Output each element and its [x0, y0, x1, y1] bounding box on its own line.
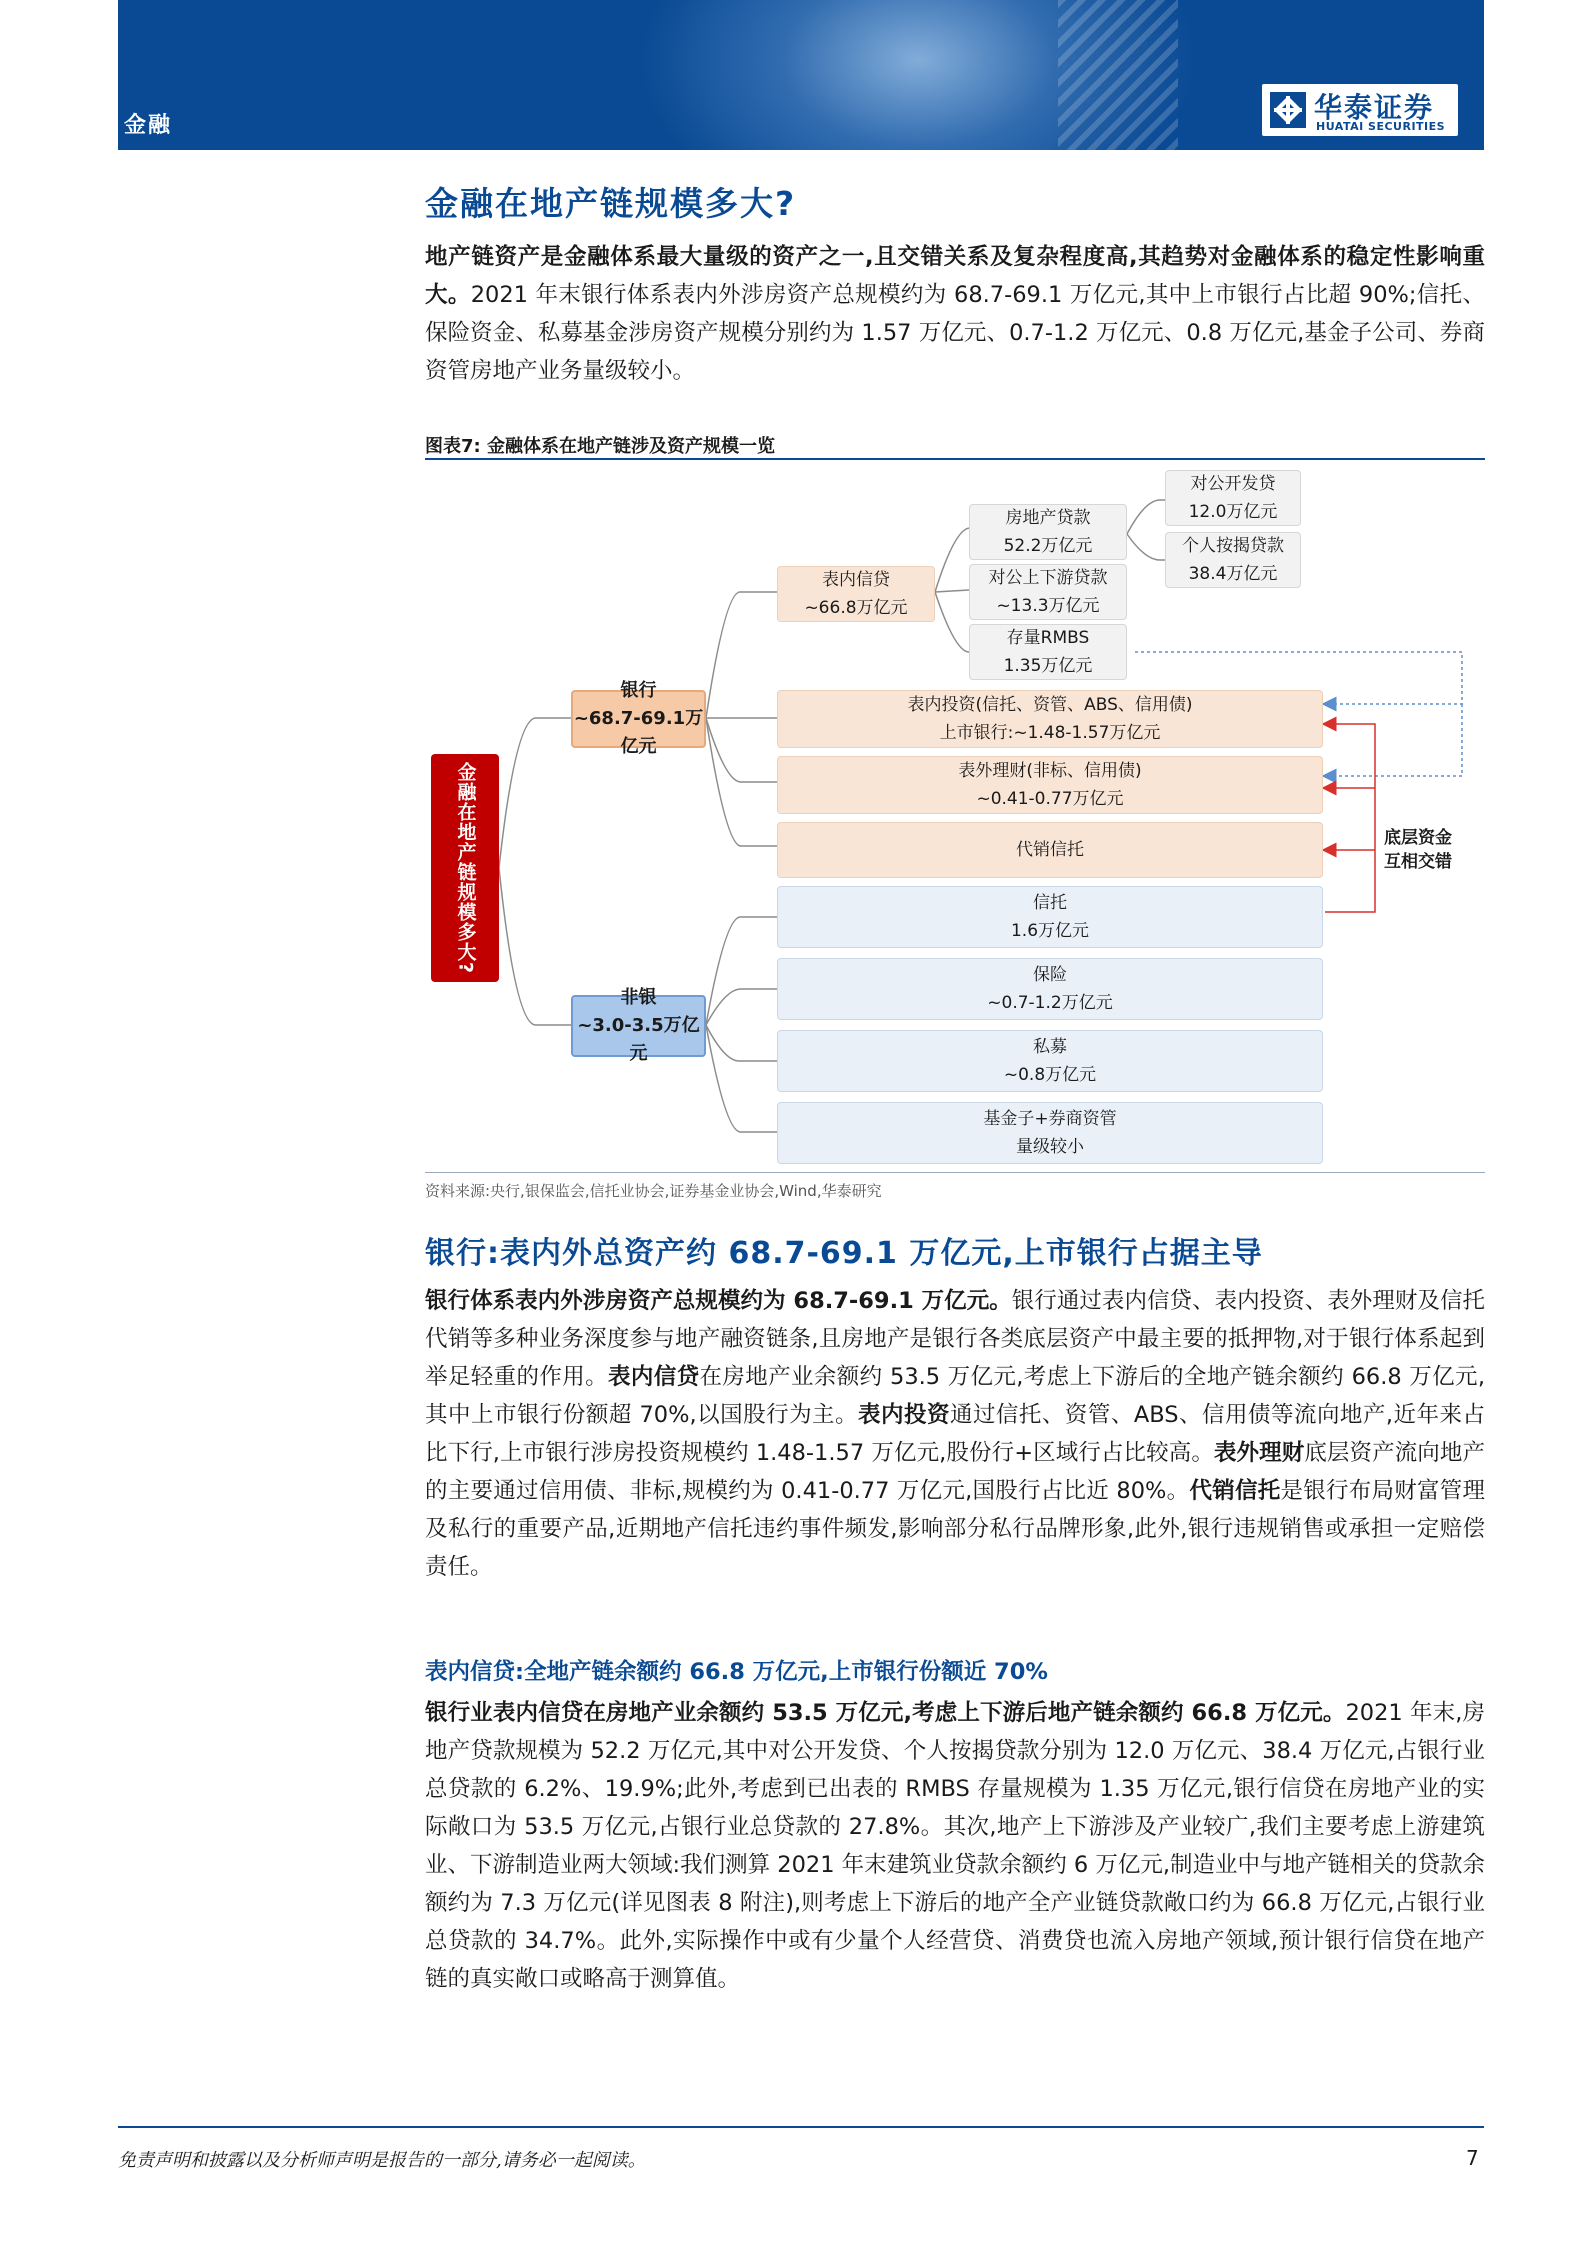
trust-node	[777, 886, 1323, 948]
bank-para-text-2: 在房地产业余额约 53.5 万亿元,考虑上下游后的全地产链余额约 66.8 万亿元,其中上市银行份额超 70%,以国股行为主。	[425, 1364, 1485, 1428]
updown-loans-node	[969, 564, 1127, 620]
intro-paragraph	[425, 238, 1485, 390]
pe-node	[777, 1030, 1323, 1092]
pe-name: 私募	[1033, 1037, 1067, 1057]
logo-english-text: HUATAI SECURITIES	[1316, 120, 1446, 133]
bank-para-text-3: 通过信托、资管、ABS、信用债等流向地产,近年来占比下行,上市银行涉房投资规模约 1.48-1.57 万亿元,股份行+区域行占比较高。	[425, 1402, 1485, 1466]
wealth-value: ~0.41-0.77万亿元	[976, 789, 1124, 809]
rmbs-name: 存量RMBS	[1006, 628, 1090, 648]
nonbank-node	[571, 987, 706, 1064]
credit-subsection-heading: 表内信贷:全地产链余额约 66.8 万亿元,上市银行份额近 70%	[425, 1659, 1048, 1685]
re-loans-name: 房地产贷款	[1005, 508, 1091, 528]
wealth-node	[777, 756, 1323, 814]
page-title: 金融在地产链规模多大?	[425, 184, 797, 223]
cross-funding-note-line2: 互相交错	[1384, 852, 1452, 872]
footer-rule	[118, 2126, 1484, 2128]
bank-para-bold-1: 银行体系表内外涉房资产总规模约为 68.7-69.1 万亿元。	[425, 1288, 1012, 1314]
nonbank-name: 非银	[620, 987, 657, 1008]
bank-paragraph	[425, 1282, 1485, 1586]
figure-source: 资料来源:央行,银保监会,信托业协会,证券基金业协会,Wind,华泰研究	[425, 1182, 882, 1200]
nonbank-value: ~3.0-3.5万亿元	[577, 1015, 700, 1064]
updown-loans-value: ~13.3万亿元	[996, 596, 1100, 616]
onbs-credit-node	[777, 566, 935, 622]
intro-text: 2021 年末银行体系表内外涉房资产总规模约为 68.7-69.1 万亿元,其中上市银行占比超 90%;信托、保险资金、私募基金涉房资产规模分别约为 1.57 万亿元、0.7-1.2 万亿元、0.8 万亿元,基金子公司、券商资管房地产业务量级较小。	[425, 282, 1485, 384]
huatai-logo-mark-icon	[1268, 90, 1308, 130]
credit-para-text: 2021 年末,房地产贷款规模为 52.2 万亿元,其中对公开发贷、个人按揭贷款分别为 12.0 万亿元、38.4 万亿元,占银行业总贷款的 6.2%、19.9%;此外,考虑到已出表的 RMBS 存量规模为 1.35 万亿元,银行信贷在房地产业的实际敞口为 53.5 万亿元,占银行业总贷款的 27.8%。其次,地产上下游涉及产业较广,我们主要考虑上游建筑业、下游制造业两大领域:我们测算 2021 年末建筑业贷款余额约 6 万亿元,制造业中与地产链相关的贷款余额约为 7.3 万亿元(详见图表 8 附注),则考虑上下游后的地产全产业链贷款敞口约为 66.8 万亿元,占银行业总贷款的 34.7%。此外,实际操作中或有少量个人经营贷、消费贷也流入房地产领域,预计银行信贷在地产链的真实敞口或略高于测算值。	[425, 1700, 1485, 1992]
bank-para-bold-2: 表内信贷	[608, 1364, 700, 1390]
mortgage-value: 38.4万亿元	[1188, 564, 1278, 584]
onbs-invest-value: 上市银行:~1.48-1.57万亿元	[939, 723, 1161, 743]
pe-value: ~0.8万亿元	[1003, 1065, 1097, 1085]
diagram-root-node: 金融在地产链规模多大?	[431, 754, 499, 982]
corp-dev-loans-name: 对公开发贷	[1190, 474, 1276, 494]
wealth-name: 表外理财(非标、信用债)	[958, 761, 1142, 781]
bank-name: 银行	[620, 680, 657, 701]
section-label: 金融	[124, 113, 173, 138]
header-stripes-decoration	[1058, 0, 1178, 150]
credit-para-bold: 银行业表内信贷在房地产业余额约 53.5 万亿元,考虑上下游后地产链余额约 66.8 万亿元。	[425, 1700, 1346, 1726]
bank-para-bold-5: 代销信托	[1189, 1478, 1281, 1504]
agency-trust-name: 代销信托	[1016, 840, 1084, 860]
page-header-banner	[118, 0, 1484, 150]
onbs-invest-name: 表内投资(信托、资管、ABS、信用债)	[907, 695, 1193, 715]
bank-node	[571, 680, 706, 757]
rmbs-value: 1.35万亿元	[1003, 656, 1093, 676]
bank-section-heading: 银行:表内外总资产约 68.7-69.1 万亿元,上市银行占据主导	[425, 1236, 1263, 1271]
bank-para-bold-3: 表内投资	[858, 1402, 950, 1428]
rmbs-node	[969, 624, 1127, 680]
agency-trust-node	[777, 822, 1323, 878]
credit-paragraph	[425, 1694, 1485, 1998]
insurance-name: 保险	[1033, 965, 1067, 985]
onbs-credit-name: 表内信贷	[822, 570, 890, 590]
trust-value: 1.6万亿元	[1010, 921, 1090, 941]
intro-bold-text: 地产链资产是金融体系最大量级的资产之一,且交错关系及复杂程度高,其趋势对金融体系的稳定性影响重大。	[425, 244, 1485, 308]
corp-dev-loans-node	[1165, 470, 1301, 526]
fund-sub-name: 基金子+券商资管	[983, 1109, 1117, 1129]
bank-para-text-4: 底层资产流向地产的主要通过信用债、非标,规模约为 0.41-0.77 万亿元,国股行占比近 80%。	[425, 1440, 1485, 1504]
figure-bottom-rule	[425, 1172, 1485, 1173]
bank-value: ~68.7-69.1万亿元	[573, 708, 704, 757]
insurance-node	[777, 958, 1323, 1020]
bank-para-text-1: 银行通过表内信贷、表内投资、表外理财及信托代销等多种业务深度参与地产融资链条,且房地产是银行各类底层资产中最主要的抵押物,对于银行体系起到举足轻重的作用。	[425, 1288, 1485, 1390]
onbs-invest-node	[777, 690, 1323, 748]
bank-para-text-5: 是银行布局财富管理及私行的重要产品,近期地产信托违约事件频发,影响部分私行品牌形象,此外,银行违规销售或承担一定赔偿责任。	[425, 1478, 1485, 1580]
re-loans-node	[969, 504, 1127, 560]
logo-chinese-text: 华泰证券	[1314, 91, 1435, 124]
fund-sub-value: 量级较小	[1016, 1137, 1084, 1157]
updown-loans-name: 对公上下游贷款	[988, 568, 1108, 588]
page-number: 7	[1466, 2146, 1479, 2170]
mortgage-name: 个人按揭贷款	[1182, 536, 1284, 556]
huatai-logo	[1262, 84, 1458, 136]
cross-funding-note	[1373, 826, 1463, 874]
figure-title: 图表7: 金融体系在地产链涉及资产规模一览	[425, 436, 775, 457]
fund-sub-node	[777, 1102, 1323, 1164]
corp-dev-loans-value: 12.0万亿元	[1188, 502, 1278, 522]
cross-funding-note-line1: 底层资金	[1384, 828, 1452, 848]
trust-name: 信托	[1033, 893, 1067, 913]
mortgage-node	[1165, 532, 1301, 588]
finance-real-estate-diagram	[425, 462, 1485, 1170]
bank-para-bold-4: 表外理财	[1213, 1440, 1305, 1466]
insurance-value: ~0.7-1.2万亿元	[987, 993, 1113, 1013]
onbs-credit-value: ~66.8万亿元	[804, 598, 908, 618]
figure-top-rule	[425, 458, 1485, 460]
re-loans-value: 52.2万亿元	[1003, 536, 1093, 556]
footer-disclaimer: 免责声明和披露以及分析师声明是报告的一部分,请务必一起阅读。	[118, 2150, 646, 2171]
